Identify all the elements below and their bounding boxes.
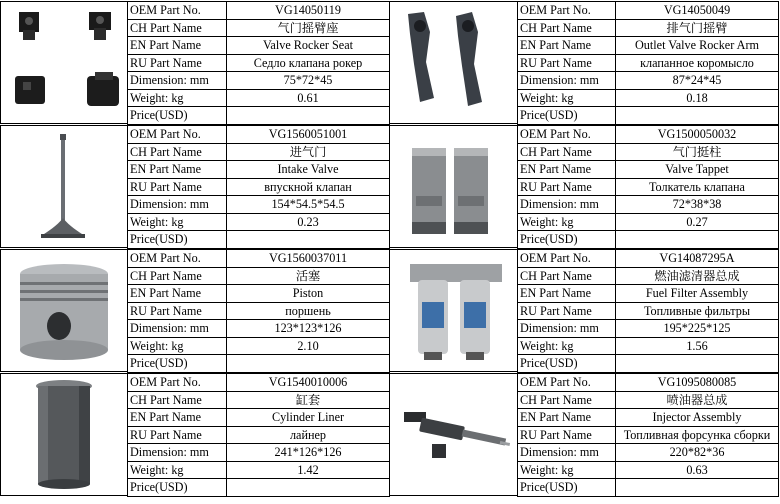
ch-name-label: CH Part Name bbox=[518, 19, 616, 37]
price-value bbox=[616, 479, 779, 497]
price-value bbox=[227, 231, 390, 249]
part-spec-table bbox=[127, 373, 390, 497]
oem-label: OEM Part No. bbox=[518, 126, 616, 144]
part-block-5 bbox=[0, 249, 389, 373]
ru-name-label: RU Part Name bbox=[128, 302, 227, 320]
ru-name-value: Толкатель клапана bbox=[616, 178, 779, 196]
ru-name-label: RU Part Name bbox=[518, 302, 616, 320]
en-name-value: Valve Tappet bbox=[616, 161, 779, 179]
en-name-value: Intake Valve bbox=[227, 161, 390, 179]
weight-label: Weight: kg bbox=[128, 89, 227, 107]
weight-value: 0.23 bbox=[227, 213, 390, 231]
weight-value: 1.56 bbox=[616, 337, 779, 355]
en-name-value: Injector Assembly bbox=[616, 409, 779, 427]
weight-label: Weight: kg bbox=[128, 213, 227, 231]
part-image-cell bbox=[0, 125, 128, 248]
weight-label: Weight: kg bbox=[518, 461, 616, 479]
ch-name-value: 气门挺柱 bbox=[616, 143, 779, 161]
weight-label: Weight: kg bbox=[518, 89, 616, 107]
part-block-7 bbox=[0, 373, 389, 497]
ch-name-label: CH Part Name bbox=[128, 19, 227, 37]
valve-tappet-photo bbox=[390, 126, 517, 247]
price-label: Price(USD) bbox=[128, 479, 227, 497]
dimension-label: Dimension: mm bbox=[128, 196, 227, 214]
oem-value: VG14087295A bbox=[616, 250, 779, 268]
en-name-label: EN Part Name bbox=[518, 285, 616, 303]
oem-value: VG1560037011 bbox=[227, 250, 390, 268]
oem-value: VG1095080085 bbox=[616, 374, 779, 392]
weight-value: 2.10 bbox=[227, 337, 390, 355]
part-spec-table bbox=[517, 1, 779, 125]
oem-label: OEM Part No. bbox=[128, 250, 227, 268]
rocker-arm-photo bbox=[390, 2, 517, 123]
dimension-label: Dimension: mm bbox=[128, 320, 227, 338]
part-image-cell bbox=[389, 1, 518, 124]
ru-name-value: Топливные фильтры bbox=[616, 302, 779, 320]
ch-name-value: 燃油滤清器总成 bbox=[616, 267, 779, 285]
part-block-1 bbox=[0, 1, 389, 125]
ch-name-label: CH Part Name bbox=[518, 267, 616, 285]
weight-value: 1.42 bbox=[227, 461, 390, 479]
price-value bbox=[227, 355, 390, 373]
dimension-label: Dimension: mm bbox=[128, 444, 227, 462]
ru-name-value: поршень bbox=[227, 302, 390, 320]
oem-value: VG1500050032 bbox=[616, 126, 779, 144]
ru-name-value: Топливная форсунка сборки bbox=[616, 426, 779, 444]
oem-label: OEM Part No. bbox=[518, 374, 616, 392]
weight-label: Weight: kg bbox=[518, 337, 616, 355]
ru-name-value: Седло клапана рокер bbox=[227, 54, 390, 72]
oem-value: VG14050119 bbox=[227, 2, 390, 20]
part-spec-table bbox=[127, 1, 390, 125]
price-value bbox=[616, 355, 779, 373]
weight-label: Weight: kg bbox=[128, 461, 227, 479]
intake-valve-photo bbox=[1, 126, 127, 247]
en-name-label: EN Part Name bbox=[128, 409, 227, 427]
weight-value: 0.18 bbox=[616, 89, 779, 107]
oem-label: OEM Part No. bbox=[518, 250, 616, 268]
en-name-label: EN Part Name bbox=[128, 37, 227, 55]
part-image-cell bbox=[389, 249, 518, 372]
oem-label: OEM Part No. bbox=[128, 126, 227, 144]
dimension-value: 123*123*126 bbox=[227, 320, 390, 338]
ch-name-label: CH Part Name bbox=[128, 391, 227, 409]
ch-name-value: 喷油器总成 bbox=[616, 391, 779, 409]
cylinder-liner-photo bbox=[1, 374, 127, 495]
price-label: Price(USD) bbox=[518, 479, 616, 497]
part-image-cell bbox=[0, 373, 128, 496]
ru-name-label: RU Part Name bbox=[128, 54, 227, 72]
piston-photo bbox=[1, 250, 127, 371]
part-spec-table bbox=[127, 125, 390, 249]
part-spec-table bbox=[517, 125, 779, 249]
dimension-label: Dimension: mm bbox=[518, 72, 616, 90]
oem-label: OEM Part No. bbox=[128, 2, 227, 20]
ch-name-value: 活塞 bbox=[227, 267, 390, 285]
part-image-cell bbox=[0, 249, 128, 372]
fuel-filter-photo bbox=[390, 250, 517, 371]
oem-label: OEM Part No. bbox=[518, 2, 616, 20]
weight-label: Weight: kg bbox=[518, 213, 616, 231]
oem-value: VG14050049 bbox=[616, 2, 779, 20]
en-name-label: EN Part Name bbox=[128, 161, 227, 179]
ru-name-value: впускной клапан bbox=[227, 178, 390, 196]
injector-photo bbox=[390, 374, 517, 495]
part-image-cell bbox=[0, 1, 128, 124]
ru-name-label: RU Part Name bbox=[518, 54, 616, 72]
oem-value: VG1560051001 bbox=[227, 126, 390, 144]
part-spec-table bbox=[517, 373, 779, 497]
ch-name-value: 缸套 bbox=[227, 391, 390, 409]
dimension-value: 195*225*125 bbox=[616, 320, 779, 338]
ch-name-value: 进气门 bbox=[227, 143, 390, 161]
part-spec-table bbox=[127, 249, 390, 373]
en-name-label: EN Part Name bbox=[518, 161, 616, 179]
ch-name-label: CH Part Name bbox=[128, 143, 227, 161]
dimension-label: Dimension: mm bbox=[518, 444, 616, 462]
part-block-4 bbox=[389, 125, 778, 249]
ru-name-label: RU Part Name bbox=[128, 426, 227, 444]
part-block-2 bbox=[389, 1, 778, 125]
price-value bbox=[616, 107, 779, 125]
dimension-value: 241*126*126 bbox=[227, 444, 390, 462]
weight-value: 0.63 bbox=[616, 461, 779, 479]
ru-name-label: RU Part Name bbox=[128, 178, 227, 196]
ru-name-value: лайнер bbox=[227, 426, 390, 444]
dimension-label: Dimension: mm bbox=[128, 72, 227, 90]
part-block-8 bbox=[389, 373, 778, 497]
price-value bbox=[616, 231, 779, 249]
weight-label: Weight: kg bbox=[128, 337, 227, 355]
dimension-value: 220*82*36 bbox=[616, 444, 779, 462]
price-label: Price(USD) bbox=[128, 231, 227, 249]
part-image-cell bbox=[389, 125, 518, 248]
en-name-value: Fuel Filter Assembly bbox=[616, 285, 779, 303]
ru-name-label: RU Part Name bbox=[518, 178, 616, 196]
dimension-label: Dimension: mm bbox=[518, 196, 616, 214]
price-label: Price(USD) bbox=[128, 355, 227, 373]
dimension-value: 75*72*45 bbox=[227, 72, 390, 90]
price-value bbox=[227, 479, 390, 497]
ru-name-value: клапанное коромысло bbox=[616, 54, 779, 72]
ru-name-label: RU Part Name bbox=[518, 426, 616, 444]
en-name-value: Piston bbox=[227, 285, 390, 303]
price-value bbox=[227, 107, 390, 125]
en-name-value: Cylinder Liner bbox=[227, 409, 390, 427]
price-label: Price(USD) bbox=[518, 355, 616, 373]
price-label: Price(USD) bbox=[518, 107, 616, 125]
ch-name-label: CH Part Name bbox=[518, 391, 616, 409]
en-name-value: Outlet Valve Rocker Arm bbox=[616, 37, 779, 55]
oem-label: OEM Part No. bbox=[128, 374, 227, 392]
en-name-label: EN Part Name bbox=[518, 409, 616, 427]
part-spec-table bbox=[517, 249, 779, 373]
part-block-3 bbox=[0, 125, 389, 249]
weight-value: 0.27 bbox=[616, 213, 779, 231]
part-block-6 bbox=[389, 249, 778, 373]
en-name-value: Valve Rocker Seat bbox=[227, 37, 390, 55]
rocker-seat-photo bbox=[1, 2, 127, 123]
price-label: Price(USD) bbox=[518, 231, 616, 249]
weight-value: 0.61 bbox=[227, 89, 390, 107]
ch-name-value: 气门摇臂座 bbox=[227, 19, 390, 37]
en-name-label: EN Part Name bbox=[128, 285, 227, 303]
ch-name-value: 排气门摇臂 bbox=[616, 19, 779, 37]
part-image-cell bbox=[389, 373, 518, 496]
ch-name-label: CH Part Name bbox=[128, 267, 227, 285]
dimension-value: 87*24*45 bbox=[616, 72, 779, 90]
oem-value: VG1540010006 bbox=[227, 374, 390, 392]
dimension-label: Dimension: mm bbox=[518, 320, 616, 338]
dimension-value: 72*38*38 bbox=[616, 196, 779, 214]
price-label: Price(USD) bbox=[128, 107, 227, 125]
dimension-value: 154*54.5*54.5 bbox=[227, 196, 390, 214]
en-name-label: EN Part Name bbox=[518, 37, 616, 55]
ch-name-label: CH Part Name bbox=[518, 143, 616, 161]
